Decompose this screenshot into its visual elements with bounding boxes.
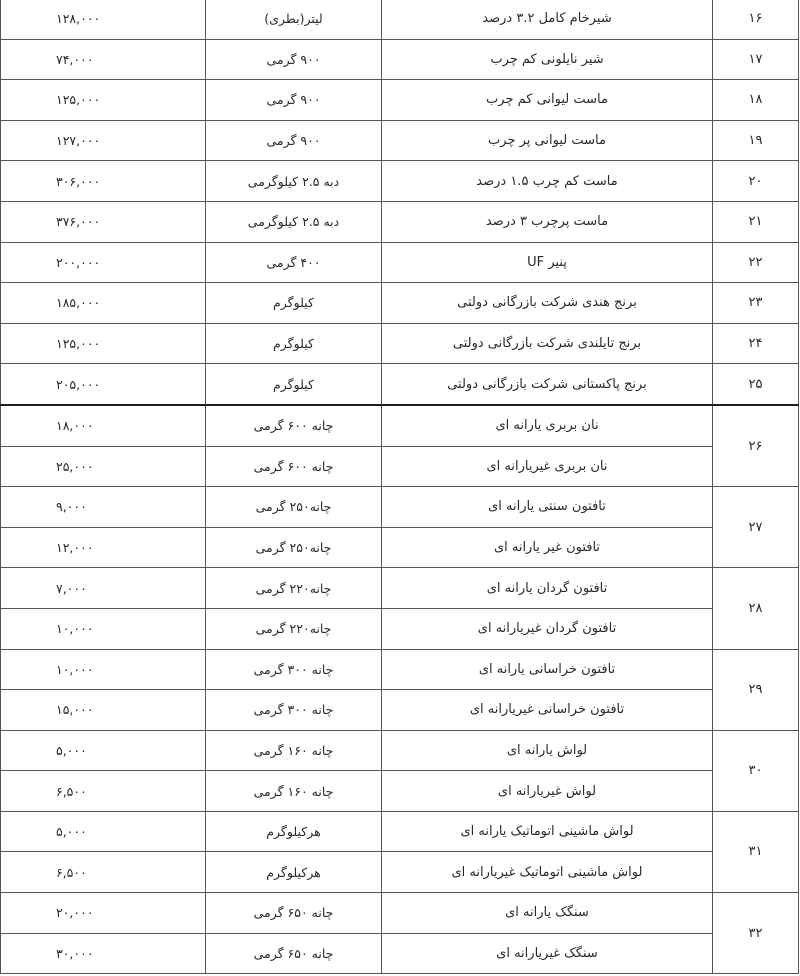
row-number: ۱۸ (713, 80, 799, 121)
product-unit: چانه۲۵۰ گرمی (206, 487, 382, 528)
product-name: برنج هندی شرکت بازرگانی دولتی (382, 283, 713, 324)
product-name: تافتون غیر یارانه ای (382, 527, 713, 568)
product-price: ۱۲۵,۰۰۰ (1, 80, 206, 121)
table-row (1, 690, 799, 731)
product-name: لواش ماشینی اتوماتیک یارانه ای (382, 811, 713, 852)
product-price: ۳۷۶,۰۰۰ (1, 201, 206, 242)
row-number: ۳۲ (713, 893, 799, 974)
product-name: پنیر UF (382, 242, 713, 283)
row-number: ۲۳ (713, 283, 799, 324)
row-number: ۱۹ (713, 120, 799, 161)
product-price: ۱۵,۰۰۰ (1, 690, 206, 731)
product-price: ۱۰,۰۰۰ (1, 649, 206, 690)
table-row (1, 771, 799, 812)
product-name: لواش ماشینی اتوماتیک غیریارانه ای (382, 852, 713, 893)
product-unit: هرکیلوگرم (206, 811, 382, 852)
table-row (1, 242, 799, 283)
product-unit: کیلوگرم (206, 323, 382, 364)
row-number: ۲۸ (713, 568, 799, 649)
product-unit: چانه ۶۰۰ گرمی (206, 405, 382, 446)
product-unit: کیلوگرم (206, 364, 382, 405)
table-row (1, 405, 799, 446)
product-price: ۲۰,۰۰۰ (1, 893, 206, 934)
product-name: نان بربری غیریارانه ای (382, 446, 713, 487)
product-name: تافتون گردان یارانه ای (382, 568, 713, 609)
product-price: ۲۵,۰۰۰ (1, 446, 206, 487)
table-row (1, 811, 799, 852)
product-unit: دبه ۲.۵ کیلوگرمی (206, 161, 382, 202)
table-row (1, 80, 799, 121)
product-price: ۷۴,۰۰۰ (1, 39, 206, 80)
product-name: تافتون خراسانی غیریارانه ای (382, 690, 713, 731)
product-unit: ۹۰۰ گرمی (206, 80, 382, 121)
product-unit: چانه ۶۰۰ گرمی (206, 446, 382, 487)
table-row (1, 933, 799, 974)
table-row (1, 39, 799, 80)
product-unit: کیلوگرم (206, 283, 382, 324)
product-price: ۳۰,۰۰۰ (1, 933, 206, 974)
product-price: ۱۲۵,۰۰۰ (1, 323, 206, 364)
product-name: نان بربری یارانه ای (382, 405, 713, 446)
product-name: برنج پاکستانی شرکت بازرگانی دولتی (382, 364, 713, 405)
table-row (1, 608, 799, 649)
product-unit: دبه ۲.۵ کیلوگرمی (206, 201, 382, 242)
product-name: تافتون سنتی یارانه ای (382, 487, 713, 528)
product-name: لواش غیریارانه ای (382, 771, 713, 812)
product-unit: هرکیلوگرم (206, 852, 382, 893)
product-unit: لیتر(بطری) (206, 0, 382, 39)
product-unit: چانه۲۲۰ گرمی (206, 568, 382, 609)
product-name: ماست لیوانی کم چرب (382, 80, 713, 121)
product-unit: چانه۲۵۰ گرمی (206, 527, 382, 568)
table-row (1, 0, 799, 39)
product-name: شیرخام کامل ۳.۲ درصد (382, 0, 713, 39)
product-name: برنج تایلندی شرکت بازرگانی دولتی (382, 323, 713, 364)
table-row (1, 364, 799, 405)
product-name: سنگک یارانه ای (382, 893, 713, 934)
row-number: ۳۰ (713, 730, 799, 811)
product-price: ۹,۰۰۰ (1, 487, 206, 528)
product-price: ۵,۰۰۰ (1, 730, 206, 771)
product-unit: چانه۲۲۰ گرمی (206, 608, 382, 649)
product-price: ۱۲۸,۰۰۰ (1, 0, 206, 39)
product-unit: چانه ۱۶۰ گرمی (206, 771, 382, 812)
product-price: ۶,۵۰۰ (1, 852, 206, 893)
table-row (1, 120, 799, 161)
product-name: شیر نایلونی کم چرب (382, 39, 713, 80)
product-unit: چانه ۱۶۰ گرمی (206, 730, 382, 771)
product-unit: چانه ۳۰۰ گرمی (206, 690, 382, 731)
product-name: ماست لیوانی پر چرب (382, 120, 713, 161)
row-number: ۲۷ (713, 487, 799, 568)
row-number: ۳۱ (713, 811, 799, 892)
row-number: ۱۷ (713, 39, 799, 80)
product-price: ۲۰۰,۰۰۰ (1, 242, 206, 283)
table-row (1, 323, 799, 364)
product-unit: ۹۰۰ گرمی (206, 120, 382, 161)
product-price: ۷,۰۰۰ (1, 568, 206, 609)
product-price: ۱۲,۰۰۰ (1, 527, 206, 568)
table-row (1, 283, 799, 324)
product-price: ۵,۰۰۰ (1, 811, 206, 852)
product-unit: چانه ۶۵۰ گرمی (206, 933, 382, 974)
table-row (1, 852, 799, 893)
product-price: ۱۲۷,۰۰۰ (1, 120, 206, 161)
product-name: لواش یارانه ای (382, 730, 713, 771)
product-price: ۱۸۵,۰۰۰ (1, 283, 206, 324)
row-number: ۲۲ (713, 242, 799, 283)
product-price: ۳۰۶,۰۰۰ (1, 161, 206, 202)
row-number: ۲۵ (713, 364, 799, 405)
row-number: ۲۹ (713, 649, 799, 730)
product-name: سنگک غیریارانه ای (382, 933, 713, 974)
row-number: ۲۰ (713, 161, 799, 202)
product-name: تافتون گردان غیریارانه ای (382, 608, 713, 649)
table-row (1, 527, 799, 568)
product-name: ماست کم چرب ۱.۵ درصد (382, 161, 713, 202)
product-unit: چانه ۶۵۰ گرمی (206, 893, 382, 934)
row-number: ۲۱ (713, 201, 799, 242)
table-row (1, 568, 799, 609)
product-price: ۱۸,۰۰۰ (1, 405, 206, 446)
row-number: ۱۶ (713, 0, 799, 39)
row-number: ۲۴ (713, 323, 799, 364)
product-price: ۶,۵۰۰ (1, 771, 206, 812)
table-row (1, 649, 799, 690)
table-row (1, 487, 799, 528)
product-unit: چانه ۳۰۰ گرمی (206, 649, 382, 690)
table-row (1, 201, 799, 242)
product-name: تافتون خراسانی یارانه ای (382, 649, 713, 690)
product-name: ماست پرچرب ۳ درصد (382, 201, 713, 242)
product-price: ۱۰,۰۰۰ (1, 608, 206, 649)
product-unit: ۴۰۰ گرمی (206, 242, 382, 283)
table-row (1, 730, 799, 771)
row-number: ۲۶ (713, 405, 799, 487)
product-unit: ۹۰۰ گرمی (206, 39, 382, 80)
table-row (1, 893, 799, 934)
table-row (1, 161, 799, 202)
product-price: ۲۰۵,۰۰۰ (1, 364, 206, 405)
table-row (1, 446, 799, 487)
